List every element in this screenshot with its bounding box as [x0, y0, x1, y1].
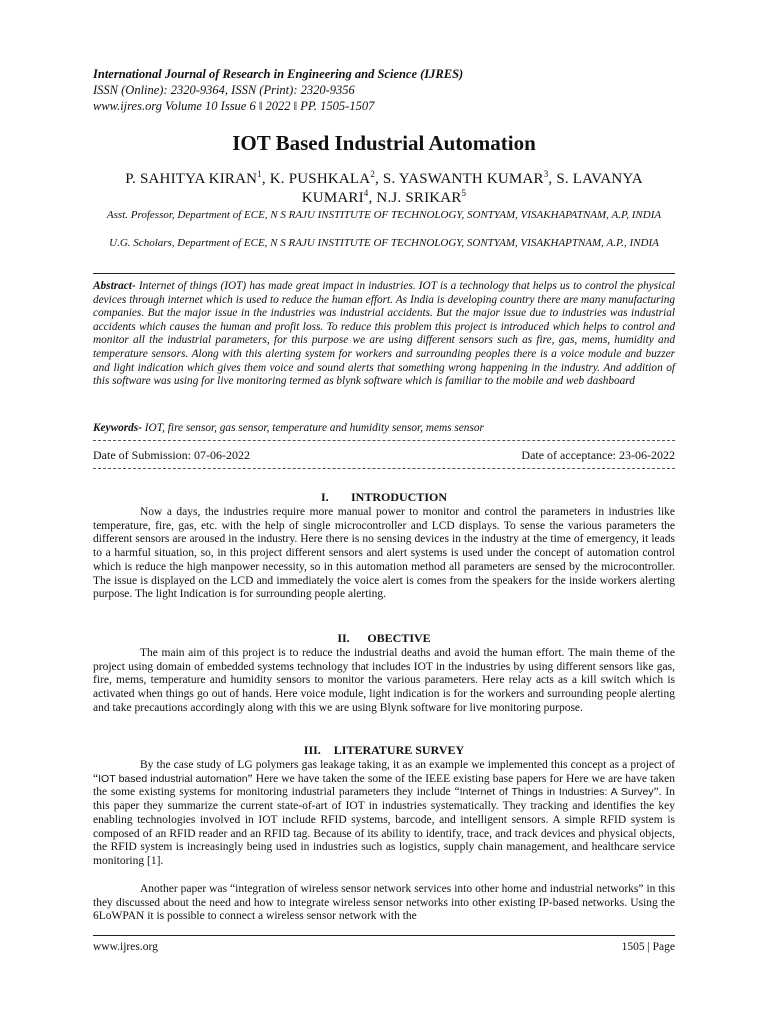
section-heading-introduction	[0, 490, 768, 505]
page-footer	[93, 941, 675, 953]
author-superscript: 5	[461, 188, 467, 198]
journal-issn: ISSN (Online): 2320-9364, ISSN (Print): 2320-9356	[93, 83, 355, 97]
journal-name: International Journal of Research in Engineering and Science (IJRES)	[93, 67, 464, 81]
journal-volume: www.ijres.org Volume 10 Issue 6 ǁ 2022 ǁ PP. 1505-1507	[93, 99, 375, 113]
submission-date: Date of Submission: 07-06-2022	[93, 448, 250, 462]
abstract	[93, 280, 675, 389]
author-name: P. SAHITYA KIRAN	[125, 171, 258, 187]
author-list: P. SAHITYA KIRAN$^1$, K. PUSHKALA$^2$, S. YASWANTH KUMAR$^3$, S. LAVANYA KUMARI$^4$, N.J. SRIKAR$^5$	[125, 169, 643, 206]
footer-rule	[93, 935, 675, 936]
dashed-separator	[93, 468, 675, 469]
objective-paragraph: The main aim of this project is to reduce the industrial deaths and avoid the human effort. The main theme of the project using domain of embedded systems technology that includes IOT in the industries by using different sensors like gas, fire, mems, temperature and humidity sensors to monitor the various parameters. Here relay acts as a kill switch which is activated when things go out of hands. Here voice module, light indication is for the workers and surrounding people alerting and take precautions accordingly along with this we are using Blynk software for live monitoring purpose.	[93, 647, 675, 714]
cited-title: Internet of Things in Industries: A Survey	[459, 786, 654, 799]
section-title: INTRODUCTION	[350, 490, 447, 504]
affiliation-students: U.G. Scholars, Department of ECE, N S RAJU INSTITUTE OF TECHNOLOGY, SONTYAM, VISAKHAPTNAM, A.P., INDIA	[109, 237, 659, 249]
literature-paragraph-2: Another paper was “integration of wireless sensor network services into other home and industrial networks” in this they discussed about the need and how to integrate wireless sensor networks into other existing IP-based networks. Using the 6LoWPAN it is possible to connect a wireless sensor network with the	[93, 883, 675, 923]
author-name: S. LAVANYA KUMARI	[301, 171, 643, 206]
paper-title: IOT Based Industrial Automation	[232, 131, 536, 155]
section-number: III.	[303, 743, 321, 757]
page-number: 1505 | Page	[621, 941, 675, 953]
cited-title: IOT based industrial automation	[98, 772, 248, 785]
affiliation-faculty: Asst. Professor, Department of ECE, N S RAJU INSTITUTE OF TECHNOLOGY, SONTYAM, VISAKHAPATNAM, A.P, INDIA	[106, 209, 662, 221]
literature-paragraph-1	[93, 759, 675, 869]
journal-header	[93, 66, 693, 114]
section-number: I.	[320, 490, 329, 504]
author-superscript: 3	[543, 169, 549, 179]
author-name: N.J. SRIKAR	[376, 190, 462, 206]
literature-text: ”. In this paper they summarize the current state-of-art of IOT in industries systematically. They tracking and identifies the key enabling technologies involved in IOT include RFID systems, barcode, and intelligent sensors. A simple RFID system is composed of an RFID reader and an RFID tag. Because of its ability to identify, trace, and track devices and physical objects, the RFID system is increasingly being used in industries such as logistics, supply chain management, and healthcare service monitoring [1].	[93, 786, 675, 867]
section-number: II.	[337, 631, 350, 645]
section-heading-literature-survey	[0, 743, 768, 758]
dates-row	[93, 448, 675, 463]
literature-text: By the case study of LG polymers gas leakage taking, it as an example we implemented this concept as a project of “	[93, 759, 675, 785]
keywords-label: Keywords-	[93, 422, 142, 434]
section-title: LITERATURE SURVEY	[333, 743, 465, 757]
author-superscript: 1	[257, 169, 262, 179]
literature-text: ” Here we have taken the some of the IEEE existing base papers for Here we are have taken the some existing systems for monitoring industrial parameters they include “	[93, 772, 676, 799]
introduction-paragraph: Now a days, the industries require more manual power to monitor and control the parameters in industries like temperature, fire, gas, etc. with the help of single microcontroller and LCD displays. To sense the various parameters the different sensors are aroused in the industry. Here there is no sensing devices in the industry at the time of emergency, it leads to a harmful situation, so, in this project different sensors and alert systems is used under the concept of automation control which is reduce the high manpower necessity, so in this automation method all parameters are sensed by the microcontroller. The issue is displayed on the LCD and immediately the voice alert is comes from the speakers for the inside workers alerting purpose. The light Indication is for surrounding people alerting.	[93, 506, 675, 601]
keywords-text: IOT, fire sensor, gas sensor, temperature and humidity sensor, mems sensor	[141, 422, 484, 434]
author-superscript: 2	[370, 169, 376, 179]
footer-url: www.ijres.org	[93, 941, 158, 953]
section-title: OBECTIVE	[367, 631, 431, 645]
section-heading-objective	[0, 631, 768, 646]
acceptance-date: Date of acceptance: 23-06-2022	[521, 448, 675, 462]
keywords	[93, 421, 675, 435]
abstract-text: Internet of things (IOT) has made great impact in industries. IOT is a technology that helps us to control the physical devices through internet which is used to reduce the human effort. As India is developing country there are many manufacturing companies. But the major issue in the industries was industrial accidents. But the major issue due to industries was industrial accidents which causes the human and profit loss. To reduce this problem this project is introduced which helps to control and monitor all the industrial parameters, for this purpose we are using different sensors such as fire, gas, mems, humidity and temperature sensors. Along with this alerting system for workers and surrounding peoples there is a voice module and buzzer and light indication which gives them voice and sound alerts that something wrong happening in the industry. And addition of this software was using for live monitoring termed as blynk software which is familiar to the mobile and web dashboard	[93, 280, 675, 388]
author-name: K. PUSHKALA	[269, 171, 371, 187]
author-superscript: 4	[363, 188, 369, 198]
abstract-top-rule	[93, 273, 675, 274]
abstract-label: Abstract-	[93, 280, 136, 292]
author-name: S. YASWANTH KUMAR	[382, 171, 544, 187]
dashed-separator	[93, 440, 675, 441]
